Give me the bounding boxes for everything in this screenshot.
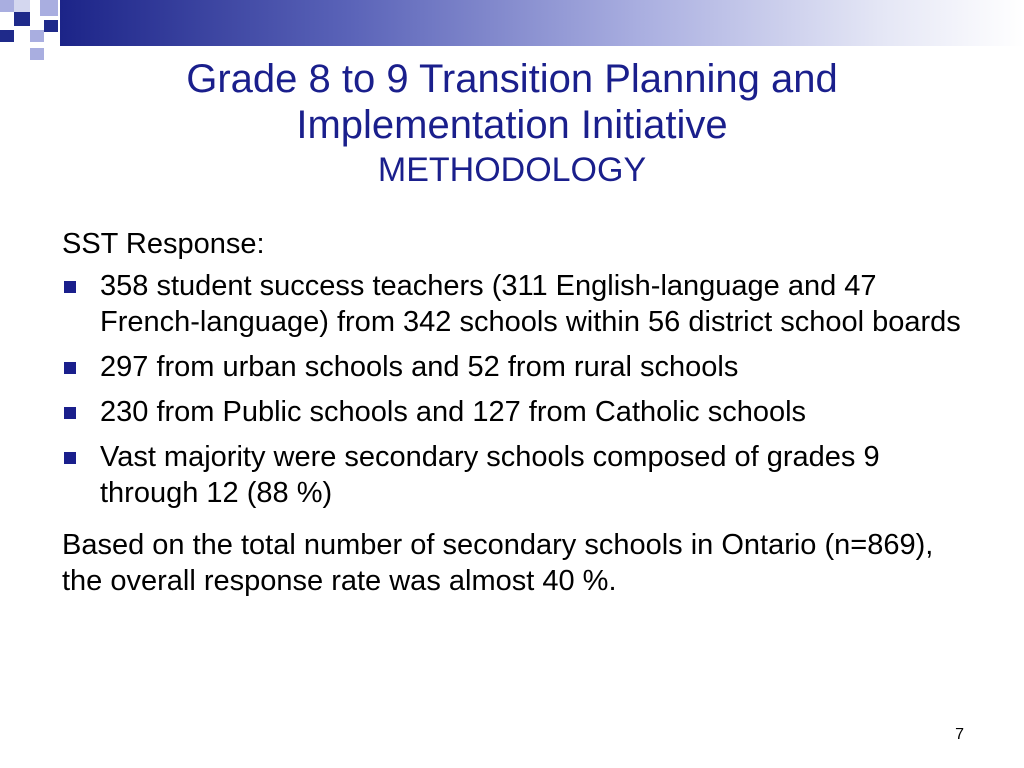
slide-body <box>62 226 962 599</box>
bullet-text: 230 from Public schools and 127 from Catholic schools <box>100 396 807 428</box>
square-bullet-icon <box>64 407 76 419</box>
bullet-list <box>62 268 962 511</box>
bullet-item <box>62 268 962 340</box>
square-bullet-icon <box>64 362 76 374</box>
square-bullet-icon <box>64 281 76 293</box>
bullet-item <box>62 439 962 511</box>
bullet-item <box>62 394 962 430</box>
header-gradient-bar <box>60 0 1024 46</box>
bullet-text: 358 student success teachers (311 English-language and 47 French-language) from 342 schools within 56 district school boards <box>100 270 961 338</box>
section-lead: SST Response: <box>62 228 265 260</box>
closing-paragraph: Based on the total number of secondary schools in Ontario (n=869), the overall response rate was almost 40 %. <box>62 529 934 597</box>
page-number: 7 <box>955 726 964 743</box>
bullet-item <box>62 349 962 385</box>
slide-title-block <box>100 56 924 190</box>
slide-title: Grade 8 to 9 Transition Planning and Implementation Initiative <box>186 57 838 147</box>
bullet-text: Vast majority were secondary schools composed of grades 9 through 12 (88 %) <box>100 441 880 509</box>
square-bullet-icon <box>64 452 76 464</box>
slide-subtitle: METHODOLOGY <box>377 151 647 189</box>
bullet-text: 297 from urban schools and 52 from rural schools <box>100 351 739 383</box>
